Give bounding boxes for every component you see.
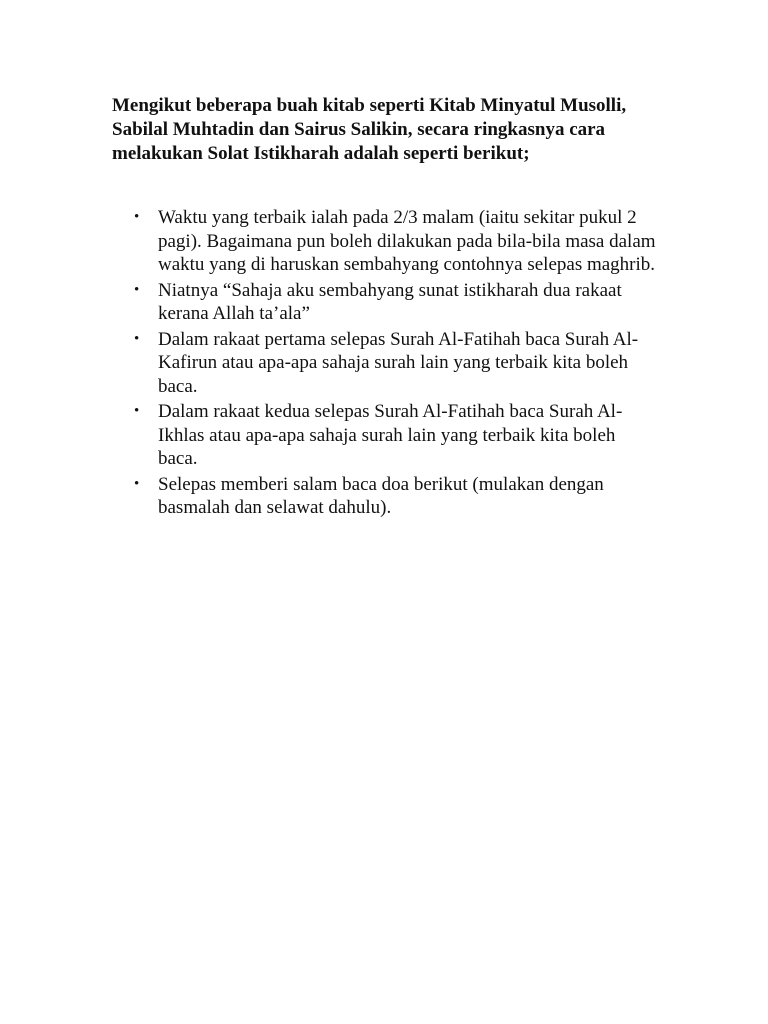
intro-paragraph: Mengikut beberapa buah kitab seperti Kitab Minyatul Musolli, Sabilal Muhtadin dan Sairus Salikin, secara ringkasnya cara melakukan Solat Istikharah adalah seperti berikut; (112, 95, 627, 164)
list-item-text: Waktu yang terbaik ialah pada 2/3 malam (iaitu sekitar pukul 2 pagi). Bagaimana pun boleh dilakukan pada bila-bila masa dalam waktu yang di haruskan sembahyang contohnya selepas maghrib. (158, 207, 656, 275)
list-item (112, 206, 658, 277)
list-item-text: Dalam rakaat kedua selepas Surah Al-Fatihah baca Surah Al-Ikhlas atau apa-apa sahaja surah lain yang terbaik kita boleh baca. (158, 401, 623, 469)
list-item (112, 279, 658, 326)
list-item-text: Niatnya “Sahaja aku sembahyang sunat istikharah dua rakaat kerana Allah ta’ala” (158, 279, 622, 324)
bullet-icon: • (134, 281, 140, 298)
bullet-icon: • (134, 209, 140, 225)
list-item (112, 328, 658, 399)
bullet-icon: • (134, 330, 140, 347)
bullet-icon: • (134, 403, 140, 419)
list-item-text: Dalam rakaat pertama selepas Surah Al-Fatihah baca Surah Al-Kafirun atau apa-apa sahaja surah lain yang terbaik kita boleh baca. (158, 328, 639, 397)
list-item-text: Selepas memberi salam baca doa berikut (mulakan dengan basmalah dan selawat dahulu). (158, 473, 604, 518)
bullet-icon: • (134, 475, 140, 492)
list-item (112, 473, 658, 520)
bullet-list (112, 206, 672, 522)
list-item (112, 400, 658, 471)
